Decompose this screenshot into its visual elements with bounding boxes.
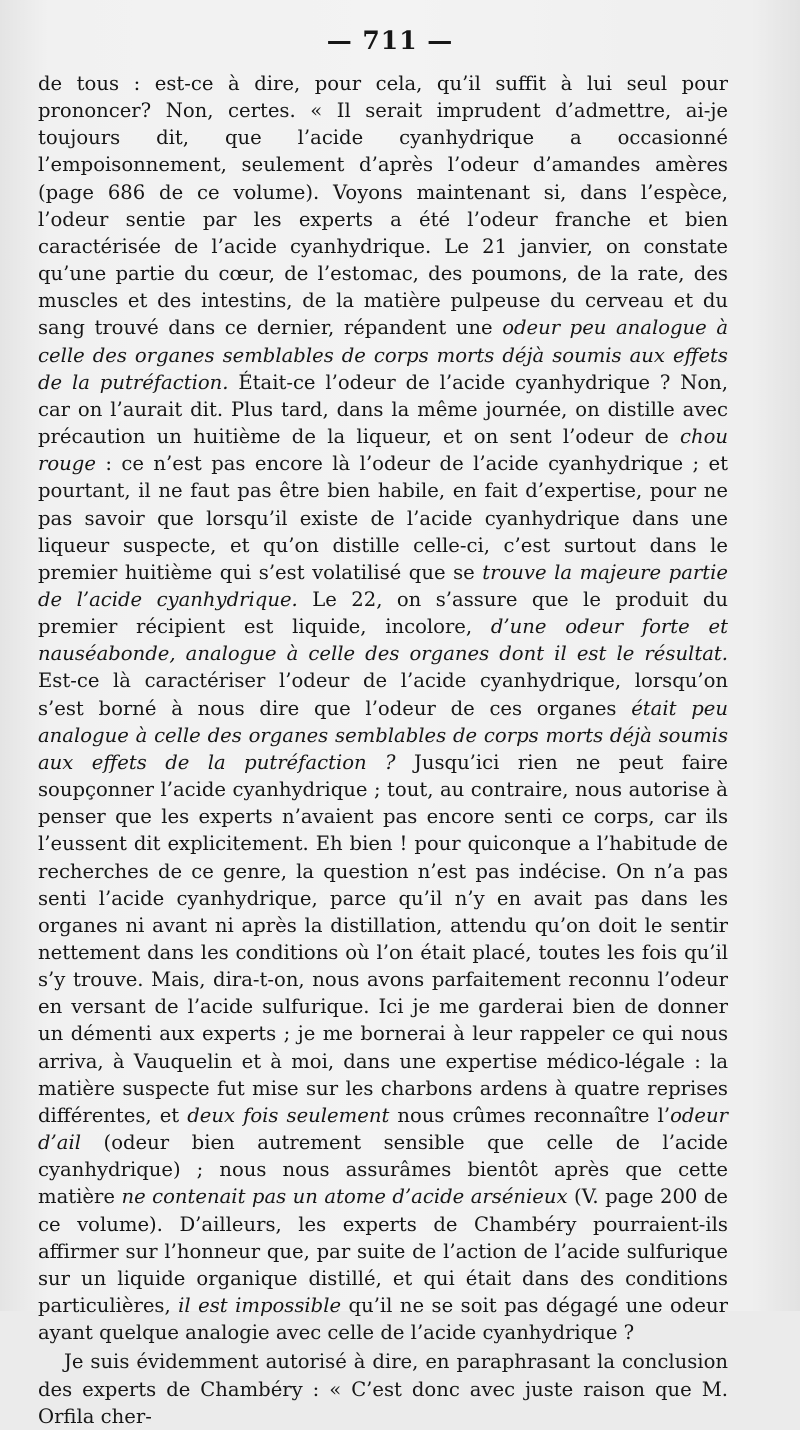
text-segment: Jusqu’ici rien ne peut faire soupçonner l’acide cyanhydrique ; tout, au contraire, nous autorise à penser que les experts n’avaient pas encore senti ce corps, car ils l’eussent dit explicitement. Eh bien ! pour quiconque a l’habitude de recherches de ce genre, la question n’est pas indécise. On n’a pas senti l’acide cyanhydrique, parce qu’il n’y en avait pas dans les organes ni avant ni après la distillation, attendu qu’on doit le sentir nettement dans les conditions où l’on était placé, toutes les fois qu’il s’y trouve. Mais, dira-t-on, nous avons parfaitement reconnu l’odeur en versant de l’acide sulfurique. Ici je me garderai bien de donner un démenti aux experts ; je me bornerai à leur rappeler ce qui nous arriva, à Vauquelin et à moi, dans une expertise médico-légale : la matière suspecte fut mise sur les charbons ardens à quatre reprises différentes, et	[38, 750, 728, 1127]
text-segment: qu’il ne se soit pas dégagé une odeur ayant quelque analogie avec celle de l’acide cyanhydrique ?	[38, 1294, 728, 1345]
text-segment: Je suis évidemment autorisé à dire, en paraphrasant la conclusion des experts de Chambéry : « C’est donc avec juste raison que M. Orfila cher-	[38, 1350, 728, 1428]
text-segment: (V. page 200 de ce volume). D’ailleurs, les experts de Chambéry pourraient-ils affirmer sur l’honneur que, par suite de l’action de l’acide sulfurique sur un liquide organique distillé, et qui était dans des conditions particulières,	[38, 1185, 728, 1318]
italic-text: ne contenait pas un atome d’acide arsénieux	[121, 1185, 568, 1209]
body-text	[38, 70, 728, 1430]
italic-text: odeur peu analogue à celle des organes semblables de corps morts déjà soumis aux effets de la putréfaction.	[38, 316, 728, 394]
italic-text: trouve la majeure partie de l’acide cyanhydrique.	[38, 560, 728, 611]
text-segment: nous crûmes reconnaître l’	[389, 1103, 671, 1127]
italic-text: deux fois seulement	[187, 1103, 390, 1127]
paragraph	[38, 70, 728, 1346]
text-segment: Le 22, on s’assure que le produit du premier récipient est liquide, incolore,	[38, 587, 728, 639]
text-segment: Est-ce là caractériser l’odeur de l’acide cyanhydrique, lorsqu’on s’est borné à nous dire que l’odeur de ces organes	[38, 669, 728, 720]
italic-text: était peu analogue à celle des organes semblables de corps morts déjà soumis aux effets de la putréfaction ?	[38, 696, 728, 774]
italic-text: odeur d’ail	[38, 1103, 728, 1155]
italic-text: il est impossible	[178, 1294, 342, 1318]
italic-text: chou rouge	[38, 425, 728, 476]
text-segment: : ce n’est pas encore là l’odeur de l’acide cyanhydrique ; et pourtant, il ne faut pas être bien habile, en fait d’expertise, pour ne pas savoir que lorsqu’il existe de l’acide cyanhydrique dans une liqueur suspecte, et qu’on distille celle-ci, c’est surtout dans le premier huitième qui s’est volatilisé que se	[38, 452, 728, 584]
text-segment: de tous : est-ce à dire, pour cela, qu’il suffit à lui seul pour prononcer? Non, certes. « Il serait imprudent d’admettre, ai-je toujours dit, que l’acide cyanhydrique a occasionné l’empoisonnement, seulement d’après l’odeur d’amandes amères (page 686 de ce volume). Voyons maintenant si, dans l’espèce, l’odeur sentie par les experts a été l’odeur franche et bien caractérisée de l’acide cyanhydrique. Le 21 janvier, on constate qu’une partie du cœur, de l’estomac, des poumons, de la rate, des muscles et des intestins, de la matière pulpeuse du cerveau et du sang trouvé dans ce dernier, répandent une	[38, 72, 728, 340]
page-number: — 711 —	[326, 26, 454, 55]
italic-text: d’une odeur forte et nauséabonde, analogue à celle des organes dont il est le résultat.	[38, 615, 728, 666]
paragraph	[38, 1348, 728, 1429]
text-segment: Était-ce l’odeur de l’acide cyanhydrique ? Non, car on l’aurait dit. Plus tard, dans la même journée, on distille avec précaution un huitième de la liqueur, et on sent l’odeur de	[38, 370, 729, 449]
text-segment: (odeur bien autrement sensible que celle de l’acide cyanhydrique) ; nous nous assurâmes bientôt après que cette matière	[38, 1131, 728, 1209]
